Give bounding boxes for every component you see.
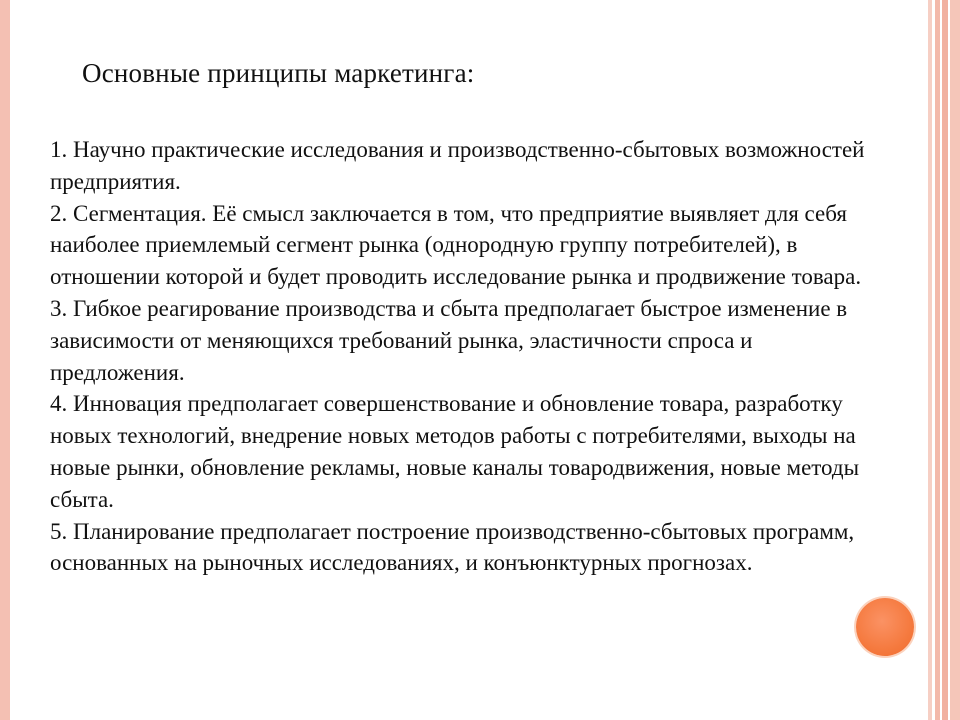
left-border-decoration xyxy=(0,0,10,720)
principle-2: 2. Сегментация. Её смысл заключается в том, что предприятие выявляет для себя наиболее приемлемый сегмент рынка (однородную группу потребителей), в отношении которой и будет проводить исследование рынка и продвижение товара. xyxy=(50,200,862,290)
principle-3: 3. Гибкое реагирование производства и сбыта предполагает быстрое изменение в зависимости от меняющихся требований рынка, эластичности спроса и предложения. xyxy=(50,295,848,385)
orange-circle-decoration xyxy=(856,598,914,656)
principle-4: 4. Инновация предполагает совершенствование и обновление товара, разработку новых технологий, внедрение новых методов работы с потребителями, выходы на новые рынки, обновление рекламы, новые каналы товародвижения, новые методы сбыта. xyxy=(50,391,860,512)
principle-5: 5. Планирование предполагает построение производственно-сбытовых программ, основанных на рыночных исследованиях, и конъюнктурных прогнозах. xyxy=(50,518,855,576)
right-stripe-decoration xyxy=(924,0,960,720)
slide-title: Основные принципы маркетинга: xyxy=(82,58,475,88)
principle-1: 1. Научно практические исследования и производственно-сбытовых возможностей предприятия. xyxy=(50,137,865,194)
slide-body xyxy=(50,134,870,579)
